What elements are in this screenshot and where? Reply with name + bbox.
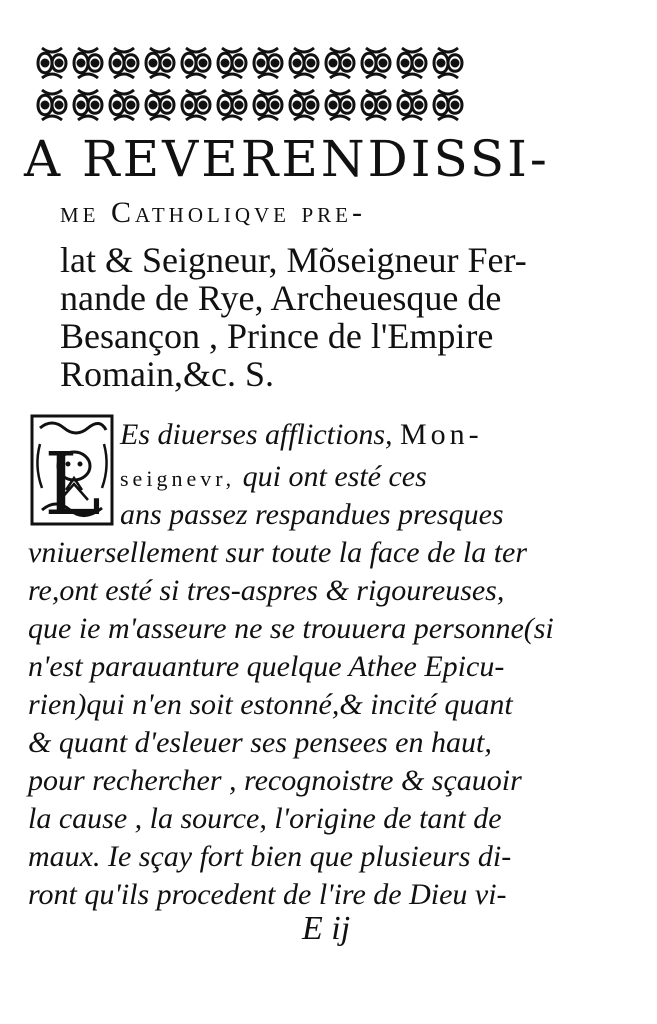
decorated-initial-icon: [30, 414, 114, 526]
body-line-2: [120, 462, 427, 492]
dedication-title-line: nande de Rye, Archeuesque de: [60, 278, 502, 318]
ornament-border-top-icon: [34, 44, 466, 82]
body-line: pour rechercher , recognoistre & sçauoir: [28, 764, 522, 797]
body-line: & quant d'esleuer ses pensees en haut,: [28, 726, 492, 759]
ornament-border-bottom-icon: [34, 86, 466, 124]
body-line: que ie m'asseure ne se trouuera personne(si: [28, 612, 554, 645]
body-line: la cause , la source, l'origine de tant de: [28, 802, 502, 835]
body-line-caps: Mon-: [400, 418, 483, 451]
body-line: re,ont esté si tres-aspres & rigoureuses,: [28, 574, 505, 607]
body-line-text: qui ont esté ces: [242, 460, 427, 493]
body-line-text: Es diuerses afflictions,: [120, 418, 393, 451]
signature-mark: E ij: [302, 910, 351, 947]
body-line: ans passez respandues presques: [120, 498, 504, 531]
body-line: ront qu'ils procedent de l'ire de Dieu vi-: [28, 878, 507, 911]
dedication-title-line: me Catholiqve pre-: [60, 196, 366, 229]
dedication-title-line: Romain,&c. S.: [60, 354, 274, 394]
dedication-title-line: lat & Seigneur, Mõseigneur Fer-: [60, 240, 527, 280]
body-line: n'est parauanture quelque Athee Epicu-: [28, 650, 505, 683]
dropcap-letter: L: [44, 435, 102, 526]
dedication-heading: A REVERENDISSI-: [24, 130, 550, 188]
dedication-title-line: Besançon , Prince de l'Empire: [60, 316, 494, 356]
body-line-1: [120, 420, 483, 450]
body-line: rien)qui n'en soit estonné,& incité quant: [28, 688, 513, 721]
body-line-caps: seignevr,: [120, 466, 236, 491]
body-line: vniuersellement sur toute la face de la ter: [28, 536, 528, 569]
body-line: maux. Ie sçay fort bien que plusieurs di-: [28, 840, 512, 873]
